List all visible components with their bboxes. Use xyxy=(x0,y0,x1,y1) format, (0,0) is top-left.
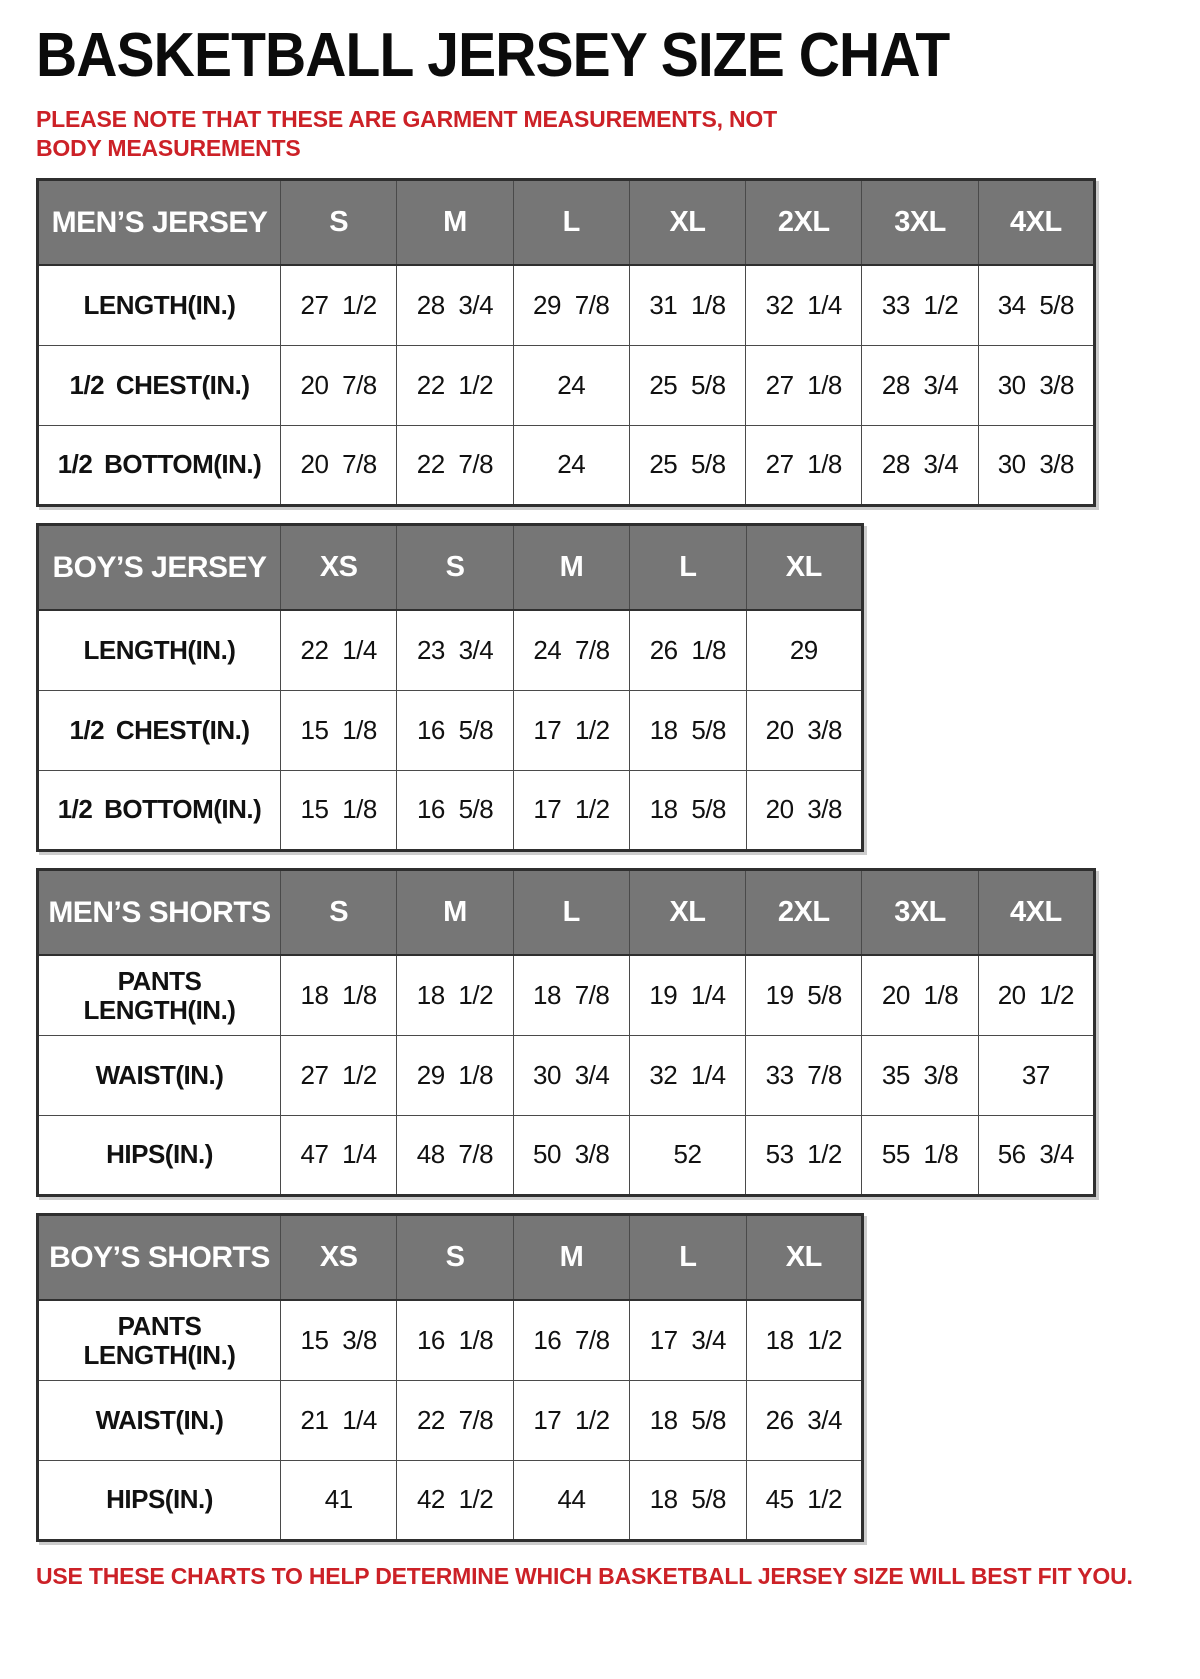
size-value-cell: 32 1/4 xyxy=(629,1035,745,1115)
size-header-cell: XL xyxy=(629,869,745,955)
size-tables-container xyxy=(36,178,1170,1542)
garment-measurement-note: PLEASE NOTE THAT THESE ARE GARMENT MEASUREMENTS, NOT BODY MEASUREMENTS xyxy=(36,106,777,162)
size-value-cell: 15 1/8 xyxy=(281,770,397,850)
size-value-cell: 27 1/2 xyxy=(281,1035,397,1115)
size-header-cell: 4XL xyxy=(978,179,1094,265)
size-value-cell: 16 1/8 xyxy=(397,1300,513,1380)
size-value-cell: 21 1/4 xyxy=(281,1380,397,1460)
size-value-cell: 16 5/8 xyxy=(397,770,513,850)
size-value-cell: 33 1/2 xyxy=(862,265,978,345)
size-value-cell: 35 3/8 xyxy=(862,1035,978,1115)
table-title-cell: BOY’S SHORTS xyxy=(38,1214,281,1300)
size-header-cell: M xyxy=(513,1214,629,1300)
row-label: LENGTH(IN.) xyxy=(38,610,281,690)
measurement-row xyxy=(38,425,1095,505)
size-value-cell: 25 5/8 xyxy=(629,425,745,505)
size-value-cell: 25 5/8 xyxy=(629,345,745,425)
size-value-cell: 28 3/4 xyxy=(397,265,513,345)
row-label: 1/2 CHEST(IN.) xyxy=(38,690,281,770)
size-value-cell: 18 1/2 xyxy=(397,955,513,1035)
size-value-cell: 17 1/2 xyxy=(513,770,629,850)
header-row xyxy=(38,1214,863,1300)
row-label: 1/2 CHEST(IN.) xyxy=(38,345,281,425)
size-table-boys-jersey xyxy=(36,523,864,852)
row-label: WAIST(IN.) xyxy=(38,1380,281,1460)
measurement-row xyxy=(38,1300,863,1380)
size-header-cell: S xyxy=(281,869,397,955)
measurement-row xyxy=(38,1380,863,1460)
size-table-mens-shorts xyxy=(36,868,1096,1197)
size-value-cell: 20 1/2 xyxy=(978,955,1094,1035)
size-header-cell: M xyxy=(397,179,513,265)
row-label: PANTS LENGTH(IN.) xyxy=(38,1300,281,1380)
size-value-cell: 20 7/8 xyxy=(281,345,397,425)
size-value-cell: 22 1/2 xyxy=(397,345,513,425)
size-value-cell: 33 7/8 xyxy=(746,1035,862,1115)
row-label: HIPS(IN.) xyxy=(38,1115,281,1195)
size-value-cell: 20 3/8 xyxy=(746,690,862,770)
size-header-cell: XL xyxy=(629,179,745,265)
size-value-cell: 29 7/8 xyxy=(513,265,629,345)
size-header-cell: S xyxy=(397,524,513,610)
size-value-cell: 28 3/4 xyxy=(862,425,978,505)
measurement-row xyxy=(38,265,1095,345)
size-table-boys-shorts xyxy=(36,1213,864,1542)
measurement-row xyxy=(38,610,863,690)
size-value-cell: 44 xyxy=(513,1460,629,1540)
row-label: 1/2 BOTTOM(IN.) xyxy=(38,425,281,505)
size-value-cell: 24 7/8 xyxy=(513,610,629,690)
size-value-cell: 18 5/8 xyxy=(630,690,746,770)
size-value-cell: 17 3/4 xyxy=(630,1300,746,1380)
size-value-cell: 17 1/2 xyxy=(513,1380,629,1460)
size-value-cell: 30 3/4 xyxy=(513,1035,629,1115)
row-label: PANTS LENGTH(IN.) xyxy=(38,955,281,1035)
measurement-row xyxy=(38,690,863,770)
size-value-cell: 16 5/8 xyxy=(397,690,513,770)
size-value-cell: 22 7/8 xyxy=(397,425,513,505)
size-value-cell: 53 1/2 xyxy=(746,1115,862,1195)
size-value-cell: 29 1/8 xyxy=(397,1035,513,1115)
size-value-cell: 20 7/8 xyxy=(281,425,397,505)
size-value-cell: 24 xyxy=(513,425,629,505)
size-header-cell: XL xyxy=(746,1214,862,1300)
size-value-cell: 18 7/8 xyxy=(513,955,629,1035)
size-value-cell: 27 1/8 xyxy=(746,425,862,505)
size-value-cell: 30 3/8 xyxy=(978,425,1094,505)
size-header-cell: XS xyxy=(281,524,397,610)
best-fit-note: USE THESE CHARTS TO HELP DETERMINE WHICH BASKETBALL JERSEY SIZE WILL BEST FIT YOU. xyxy=(36,1562,1133,1589)
size-value-cell: 48 7/8 xyxy=(397,1115,513,1195)
size-header-cell: L xyxy=(513,179,629,265)
size-value-cell: 27 1/8 xyxy=(746,345,862,425)
size-value-cell: 15 1/8 xyxy=(281,690,397,770)
size-value-cell: 23 3/4 xyxy=(397,610,513,690)
size-header-cell: XL xyxy=(746,524,862,610)
size-value-cell: 29 xyxy=(746,610,862,690)
measurement-row xyxy=(38,1460,863,1540)
size-value-cell: 22 7/8 xyxy=(397,1380,513,1460)
size-value-cell: 55 1/8 xyxy=(862,1115,978,1195)
size-table-mens-jersey xyxy=(36,178,1096,507)
size-header-cell: 3XL xyxy=(862,179,978,265)
size-header-cell: L xyxy=(630,524,746,610)
size-header-cell: L xyxy=(630,1214,746,1300)
header-row xyxy=(38,524,863,610)
size-value-cell: 18 1/8 xyxy=(281,955,397,1035)
size-value-cell: 47 1/4 xyxy=(281,1115,397,1195)
size-value-cell: 34 5/8 xyxy=(978,265,1094,345)
size-header-cell: S xyxy=(397,1214,513,1300)
size-value-cell: 18 5/8 xyxy=(630,770,746,850)
size-value-cell: 26 1/8 xyxy=(630,610,746,690)
size-value-cell: 27 1/2 xyxy=(281,265,397,345)
size-header-cell: 2XL xyxy=(746,179,862,265)
size-value-cell: 22 1/4 xyxy=(281,610,397,690)
size-value-cell: 32 1/4 xyxy=(746,265,862,345)
measurement-row xyxy=(38,1115,1095,1195)
size-header-cell: 4XL xyxy=(978,869,1094,955)
header-row xyxy=(38,869,1095,955)
size-value-cell: 26 3/4 xyxy=(746,1380,862,1460)
size-header-cell: 3XL xyxy=(862,869,978,955)
size-value-cell: 19 5/8 xyxy=(746,955,862,1035)
row-label: HIPS(IN.) xyxy=(38,1460,281,1540)
measurement-row xyxy=(38,770,863,850)
size-value-cell: 52 xyxy=(629,1115,745,1195)
size-value-cell: 20 3/8 xyxy=(746,770,862,850)
size-header-cell: S xyxy=(281,179,397,265)
row-label: WAIST(IN.) xyxy=(38,1035,281,1115)
size-value-cell: 28 3/4 xyxy=(862,345,978,425)
size-value-cell: 18 5/8 xyxy=(630,1380,746,1460)
size-value-cell: 17 1/2 xyxy=(513,690,629,770)
table-title-cell: MEN’S JERSEY xyxy=(38,179,281,265)
table-title-cell: MEN’S SHORTS xyxy=(38,869,281,955)
header-row xyxy=(38,179,1095,265)
page-title: BASKETBALL JERSEY SIZE CHAT xyxy=(36,21,950,90)
size-value-cell: 31 1/8 xyxy=(629,265,745,345)
size-value-cell: 30 3/8 xyxy=(978,345,1094,425)
size-header-cell: 2XL xyxy=(746,869,862,955)
measurement-row xyxy=(38,1035,1095,1115)
size-header-cell: M xyxy=(397,869,513,955)
row-label: LENGTH(IN.) xyxy=(38,265,281,345)
size-value-cell: 20 1/8 xyxy=(862,955,978,1035)
row-label: 1/2 BOTTOM(IN.) xyxy=(38,770,281,850)
size-value-cell: 37 xyxy=(978,1035,1094,1115)
size-value-cell: 50 3/8 xyxy=(513,1115,629,1195)
size-value-cell: 41 xyxy=(281,1460,397,1540)
size-value-cell: 45 1/2 xyxy=(746,1460,862,1540)
size-value-cell: 16 7/8 xyxy=(513,1300,629,1380)
size-value-cell: 15 3/8 xyxy=(281,1300,397,1380)
size-value-cell: 18 1/2 xyxy=(746,1300,862,1380)
size-value-cell: 24 xyxy=(513,345,629,425)
size-value-cell: 42 1/2 xyxy=(397,1460,513,1540)
size-value-cell: 56 3/4 xyxy=(978,1115,1094,1195)
measurement-row xyxy=(38,345,1095,425)
size-header-cell: XS xyxy=(281,1214,397,1300)
measurement-row xyxy=(38,955,1095,1035)
size-header-cell: M xyxy=(513,524,629,610)
size-header-cell: L xyxy=(513,869,629,955)
size-value-cell: 19 1/4 xyxy=(629,955,745,1035)
table-title-cell: BOY’S JERSEY xyxy=(38,524,281,610)
size-value-cell: 18 5/8 xyxy=(630,1460,746,1540)
